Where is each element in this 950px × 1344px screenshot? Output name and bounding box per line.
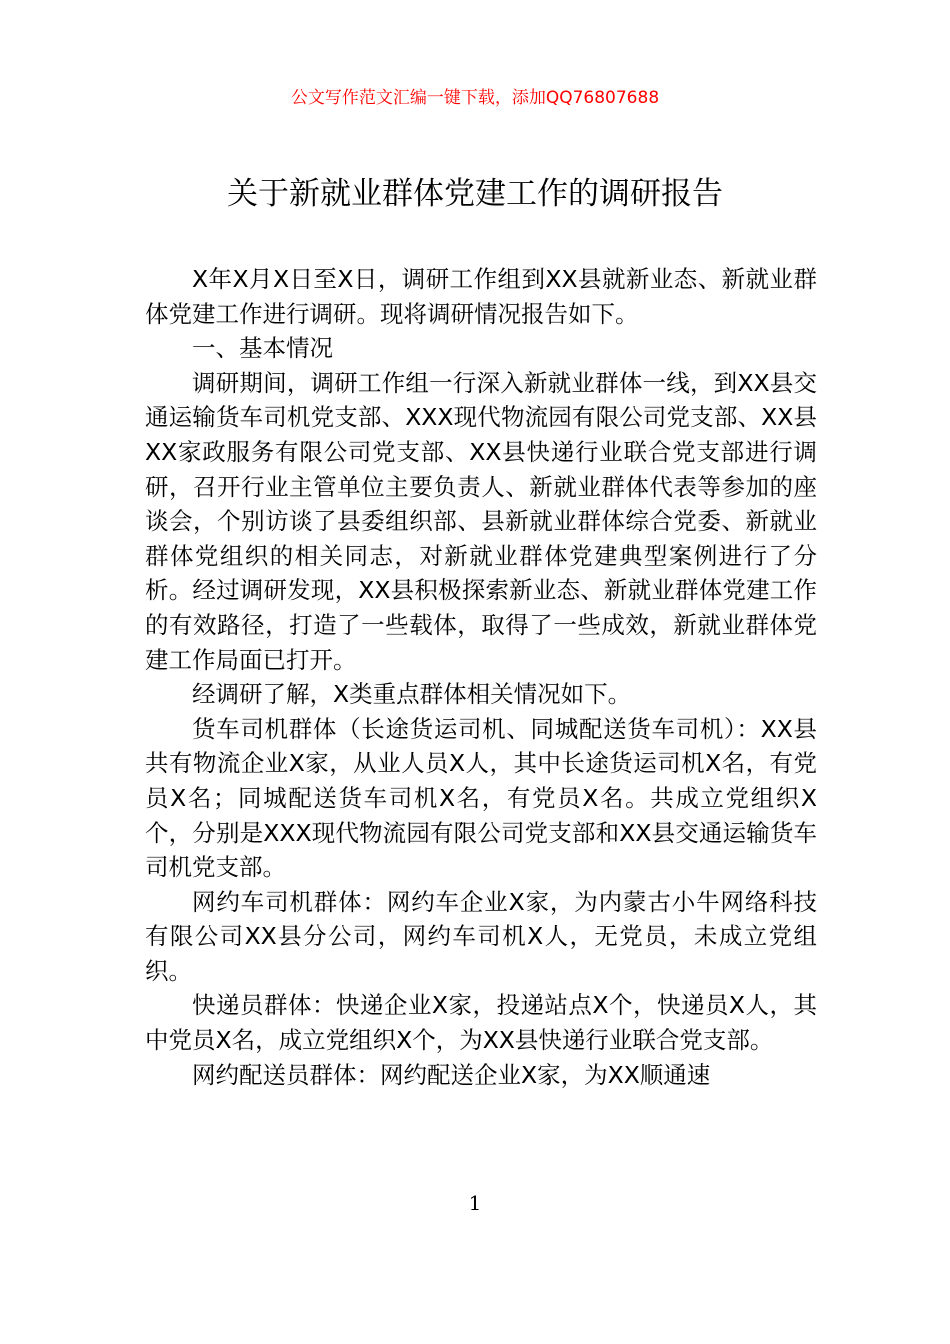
header-note: 公文写作范文汇编一键下载，添加QQ76807688 — [290, 88, 660, 108]
paragraph-truck-drivers: 货车司机群体（长途货运司机、同城配送货车司机）：XX县共有物流企业X家，从业人员X人，其中长途货运司机X名，有党员X名；同城配送货车司机X名，有党员X名。共成立党组织X个，分别是XXX现代物流园有限公司党支部和XX县交通运输货车司机党支部。 — [145, 714, 817, 882]
page-title: 关于新就业群体党建工作的调研报告 — [227, 176, 723, 212]
document-body — [145, 262, 817, 1092]
paragraph-intro: X年X月X日至X日，调研工作组到XX县就新业态、新就业群体党建工作进行调研。现将调研情况报告如下。 — [145, 265, 817, 328]
paragraph-delivery-riders: 网约配送员群体：网约配送企业X家，为XX顺通速 — [192, 1060, 711, 1089]
section-heading: 一、基本情况 — [192, 334, 333, 363]
paragraph-couriers: 快递员群体：快递企业X家，投递站点X个，快递员X人，其中党员X名，成立党组织X个，为XX县快递行业联合党支部。 — [145, 991, 817, 1055]
paragraph-ride-hailing: 网约车司机群体：网约车企业X家，为内蒙古小牛网络科技有限公司XX县分公司，网约车司机X人，无党员，未成立党组织。 — [145, 887, 817, 985]
paragraph-summary: 经调研了解，X类重点群体相关情况如下。 — [192, 680, 632, 709]
paragraph-research-period: 调研期间，调研工作组一行深入新就业群体一线，到XX县交通运输货车司机党支部、XXX现代物流园有限公司党支部、XX县XX家政服务有限公司党支部、XX县快递行业联合党支部进行调研，召开行业主管单位主要负责人、新就业群体代表等参加的座谈会，个别访谈了县委组织部、县新就业群体综合党委、新就业群体党组织的相关同志，对新就业群体党建典型案例进行了分析。经过调研发现，XX县积极探索新业态、新就业群体党建工作的有效路径，打造了一些载体，取得了一些成效，新就业群体党建工作局面已打开。 — [145, 368, 817, 674]
page-number: 1 — [468, 1191, 482, 1215]
